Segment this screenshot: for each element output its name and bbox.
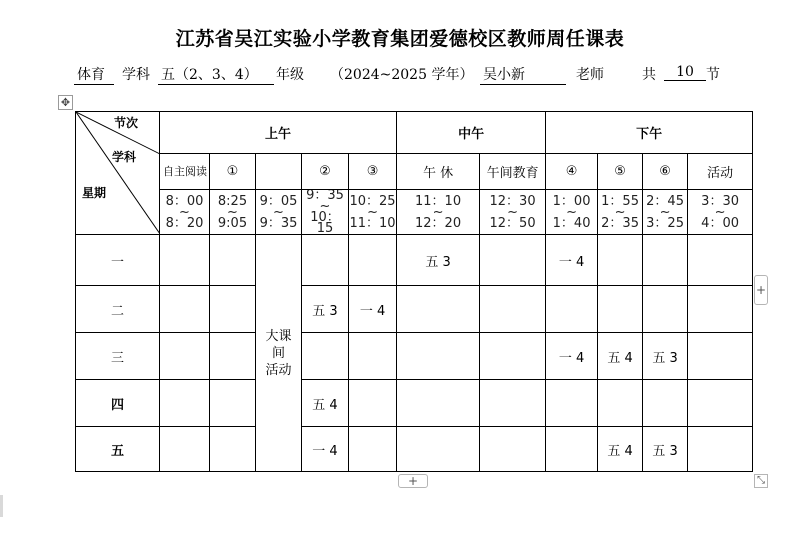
schedule-cell[interactable] xyxy=(480,427,546,472)
column-label-10: 活动 xyxy=(688,154,753,190)
schedule-cell[interactable] xyxy=(397,380,480,427)
total-label: 共 xyxy=(642,67,656,83)
time-end: 9：35 xyxy=(259,215,298,231)
header-corner-cell xyxy=(76,112,160,235)
time-start: 9：35 xyxy=(306,189,344,203)
grade-value: 五（2、3、4） xyxy=(158,64,274,85)
time-tilde: ~ xyxy=(714,204,726,220)
teacher-label: 老师 xyxy=(576,67,604,83)
time-start: 9：05 xyxy=(259,193,298,209)
column-time-1 xyxy=(210,190,256,235)
schedule-cell[interactable] xyxy=(480,235,546,286)
column-time-10 xyxy=(688,190,753,235)
schedule-cell[interactable] xyxy=(210,333,256,380)
time-tilde: ~ xyxy=(273,204,284,220)
schedule-table xyxy=(75,111,753,472)
corner-weekday-label: 星期 xyxy=(82,186,107,200)
column-label-1: ① xyxy=(210,154,256,190)
column-time-0 xyxy=(160,190,210,235)
schedule-cell[interactable] xyxy=(546,286,598,333)
table-resize-icon[interactable]: ⤡ xyxy=(754,474,768,488)
corner-subject-label: 学科 xyxy=(112,150,137,164)
time-tilde: ~ xyxy=(179,204,190,220)
time-tilde: ~ xyxy=(507,204,519,220)
time-start: 1：00 xyxy=(552,193,591,209)
time-end: 8：20 xyxy=(165,215,204,231)
schedule-cell[interactable] xyxy=(160,380,210,427)
time-start: 8:25 xyxy=(217,193,248,209)
big-break-line: 间 xyxy=(271,345,285,361)
column-time-5 xyxy=(397,190,480,235)
column-time-6 xyxy=(480,190,546,235)
time-tilde: ~ xyxy=(432,204,444,220)
schedule-cell[interactable]: 五 3 xyxy=(643,427,688,472)
schedule-cell[interactable] xyxy=(302,235,349,286)
subject-value: 体育 xyxy=(74,64,114,85)
column-label-5: 午 休 xyxy=(397,154,480,190)
time-start: 2：45 xyxy=(646,193,684,209)
column-time-8 xyxy=(598,190,643,235)
period-morning: 上午 xyxy=(160,112,397,154)
column-label-3: ② xyxy=(302,154,349,190)
big-break-line: 活动 xyxy=(265,362,292,378)
total-unit: 节 xyxy=(706,67,720,83)
schedule-cell[interactable] xyxy=(349,380,397,427)
weekday-cell-2: 三 xyxy=(76,333,160,380)
schedule-cell[interactable]: 一 4 xyxy=(302,427,349,472)
schedule-cell[interactable] xyxy=(643,235,688,286)
schedule-cell[interactable]: 五 3 xyxy=(302,286,349,333)
column-time-3 xyxy=(302,190,349,235)
schedule-cell[interactable] xyxy=(688,235,753,286)
column-label-8: ⑤ xyxy=(598,154,643,190)
schedule-cell[interactable]: 五 3 xyxy=(397,235,480,286)
column-label-6: 午间教育 xyxy=(480,154,546,190)
time-end: 3：25 xyxy=(646,215,684,231)
time-end: 11：10 xyxy=(349,215,396,231)
schedule-cell[interactable] xyxy=(598,286,643,333)
schedule-cell[interactable] xyxy=(160,333,210,380)
period-afternoon: 下午 xyxy=(546,112,753,154)
schedule-cell[interactable] xyxy=(160,427,210,472)
time-end: 12：20 xyxy=(415,215,462,231)
time-tilde: ~ xyxy=(659,204,671,220)
subject-label: 学科 xyxy=(122,67,150,83)
schedule-cell[interactable] xyxy=(349,333,397,380)
schedule-cell[interactable] xyxy=(688,427,753,472)
schedule-cell[interactable] xyxy=(210,235,256,286)
time-start: 3：30 xyxy=(701,193,739,209)
column-label-4: ③ xyxy=(349,154,397,190)
schedule-cell[interactable] xyxy=(688,333,753,380)
time-end: 4：00 xyxy=(701,215,739,231)
schedule-cell[interactable] xyxy=(210,286,256,333)
column-time-7 xyxy=(546,190,598,235)
column-label-0: 自主阅读 xyxy=(160,154,210,190)
time-tilde: ~ xyxy=(367,204,378,220)
left-margin-bar xyxy=(0,495,3,517)
schedule-cell[interactable] xyxy=(160,286,210,333)
schedule-cell[interactable]: 五 4 xyxy=(598,333,643,380)
weekday-cell-4: 五 xyxy=(76,427,160,472)
time-start: 10：25 xyxy=(349,193,396,209)
schedule-cell[interactable] xyxy=(349,235,397,286)
schedule-cell[interactable]: 五 4 xyxy=(302,380,349,427)
schedule-cell[interactable] xyxy=(397,286,480,333)
time-end: 1：40 xyxy=(552,215,591,231)
time-tilde: ~ xyxy=(566,204,578,220)
add-column-button[interactable]: + xyxy=(754,275,768,305)
big-break-cell xyxy=(256,235,302,472)
time-end: 10：15 xyxy=(310,210,340,235)
schedule-cell[interactable]: 五 4 xyxy=(598,427,643,472)
column-label-2 xyxy=(256,154,302,190)
add-row-button[interactable]: + xyxy=(398,474,428,488)
schedule-cell[interactable]: 一 4 xyxy=(546,333,598,380)
schedule-cell[interactable] xyxy=(546,380,598,427)
corner-period-label: 节次 xyxy=(114,116,139,130)
time-tilde: ~ xyxy=(614,204,626,220)
page-title: 江苏省吴江实验小学教育集团爱德校区教师周任课表 xyxy=(175,28,625,50)
schedule-cell[interactable] xyxy=(688,380,753,427)
schedule-cell[interactable] xyxy=(210,427,256,472)
schedule-cell[interactable] xyxy=(210,380,256,427)
column-time-2 xyxy=(256,190,302,235)
time-end: 9:05 xyxy=(217,215,248,231)
big-break-line: 大课 xyxy=(265,328,292,344)
schedule-cell[interactable] xyxy=(546,427,598,472)
schedule-cell[interactable]: 一 4 xyxy=(349,286,397,333)
time-tilde: ~ xyxy=(227,204,238,220)
schedule-cell[interactable] xyxy=(598,380,643,427)
time-start: 12：30 xyxy=(489,193,536,209)
schedule-cell[interactable] xyxy=(480,380,546,427)
total-count: 10 xyxy=(664,64,706,81)
teacher-name: 吴小新 xyxy=(480,64,566,85)
schedule-cell[interactable] xyxy=(688,286,753,333)
schedule-cell[interactable]: 五 3 xyxy=(643,333,688,380)
grade-label: 年级 xyxy=(276,67,304,83)
schedule-cell[interactable] xyxy=(302,333,349,380)
column-label-9: ⑥ xyxy=(643,154,688,190)
school-year: （2024~2025 学年） xyxy=(330,67,474,83)
schedule-cell[interactable] xyxy=(397,333,480,380)
time-start: 1：55 xyxy=(601,193,639,209)
weekday-cell-1: 二 xyxy=(76,286,160,333)
schedule-cell[interactable]: 一 4 xyxy=(546,235,598,286)
weekday-cell-0: 一 xyxy=(76,235,160,286)
time-start: 11：10 xyxy=(415,193,462,209)
schedule-cell[interactable] xyxy=(643,286,688,333)
table-move-handle-icon[interactable]: ✥ xyxy=(58,95,73,110)
time-end: 12：50 xyxy=(489,215,536,231)
time-start: 8：00 xyxy=(165,193,204,209)
period-noon: 中午 xyxy=(397,112,546,154)
schedule-cell[interactable] xyxy=(397,427,480,472)
time-tilde: ~ xyxy=(319,199,331,214)
column-time-9 xyxy=(643,190,688,235)
schedule-cell[interactable] xyxy=(349,427,397,472)
column-time-4 xyxy=(349,190,397,235)
schedule-cell[interactable] xyxy=(480,333,546,380)
schedule-cell[interactable] xyxy=(598,235,643,286)
schedule-cell[interactable] xyxy=(643,380,688,427)
weekday-cell-3: 四 xyxy=(76,380,160,427)
schedule-cell[interactable] xyxy=(160,235,210,286)
column-label-7: ④ xyxy=(546,154,598,190)
time-end: 2：35 xyxy=(601,215,639,231)
schedule-cell[interactable] xyxy=(480,286,546,333)
